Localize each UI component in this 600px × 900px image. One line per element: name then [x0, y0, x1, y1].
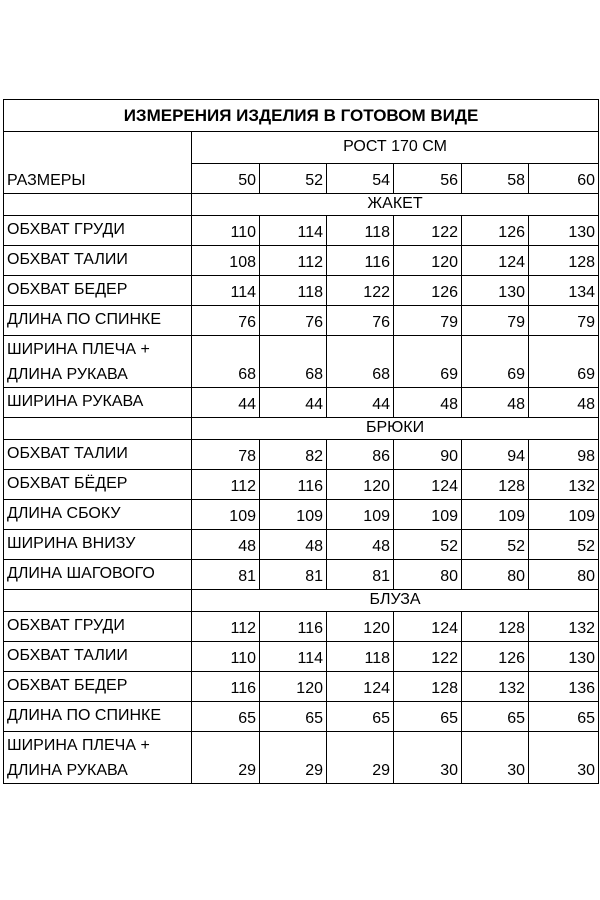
- height-row: [4, 132, 599, 164]
- measurement-value: 116: [260, 470, 327, 500]
- measurement-row: [4, 276, 599, 306]
- measurement-row: [4, 500, 599, 530]
- measurement-label: ОБХВАТ ТАЛИИ: [4, 246, 192, 276]
- measurement-row: [4, 470, 599, 500]
- measurement-value: 82: [260, 440, 327, 470]
- measurement-row: [4, 306, 599, 336]
- measurement-value: 48: [260, 530, 327, 560]
- measurement-label: ДЛИНА СБОКУ: [4, 500, 192, 530]
- measurement-value: 44: [327, 388, 394, 418]
- measurement-value: 86: [327, 440, 394, 470]
- measurement-row: [4, 388, 599, 418]
- section-header-row: [4, 418, 599, 440]
- measurement-label: ДЛИНА ШАГОВОГО: [4, 560, 192, 590]
- measurement-value: 76: [192, 306, 260, 336]
- measurement-row: [4, 440, 599, 470]
- measurement-value: 81: [192, 560, 260, 590]
- measurement-value: 79: [529, 306, 599, 336]
- section-header-blank: [4, 418, 192, 440]
- measurement-value: 68: [192, 336, 260, 388]
- measurement-row: [4, 560, 599, 590]
- measurement-row: [4, 612, 599, 642]
- measurement-value: 118: [327, 216, 394, 246]
- section-header-blank: [4, 590, 192, 612]
- measurement-value: 130: [462, 276, 529, 306]
- size-chart-table: [3, 99, 599, 784]
- measurement-label: [4, 336, 192, 388]
- measurement-value: 29: [192, 732, 260, 784]
- size-header-cell: 50: [192, 164, 260, 194]
- measurement-value: 65: [327, 702, 394, 732]
- measurement-row: [4, 732, 599, 784]
- measurement-value: 130: [529, 216, 599, 246]
- measurement-row: [4, 672, 599, 702]
- section-header-row: [4, 590, 599, 612]
- measurement-value: 29: [260, 732, 327, 784]
- measurement-label: ДЛИНА ПО СПИНКЕ: [4, 702, 192, 732]
- measurement-value: 124: [462, 246, 529, 276]
- measurement-value: 30: [462, 732, 529, 784]
- measurement-value: 69: [394, 336, 462, 388]
- measurement-value: 116: [192, 672, 260, 702]
- measurement-value: 112: [260, 246, 327, 276]
- measurement-value: 126: [394, 276, 462, 306]
- measurement-value: 69: [462, 336, 529, 388]
- measurement-label: ОБХВАТ ГРУДИ: [4, 612, 192, 642]
- measurement-row: [4, 336, 599, 388]
- measurement-row: [4, 216, 599, 246]
- measurement-value: 120: [327, 470, 394, 500]
- measurement-value: 48: [327, 530, 394, 560]
- measurement-value: 124: [394, 612, 462, 642]
- measurement-label-line: ШИРИНА ПЛЕЧА +: [7, 736, 150, 754]
- size-header-cell: 60: [529, 164, 599, 194]
- section-header-blank: [4, 194, 192, 216]
- size-header-cell: 56: [394, 164, 462, 194]
- measurement-value: 122: [394, 642, 462, 672]
- measurement-value: 48: [192, 530, 260, 560]
- measurement-value: 130: [529, 642, 599, 672]
- measurement-value: 109: [260, 500, 327, 530]
- measurement-value: 110: [192, 642, 260, 672]
- measurement-value: 79: [462, 306, 529, 336]
- measurement-label: ОБХВАТ ТАЛИИ: [4, 440, 192, 470]
- measurement-label: ОБХВАТ БЕДЕР: [4, 672, 192, 702]
- measurement-value: 76: [260, 306, 327, 336]
- measurement-value: 109: [327, 500, 394, 530]
- measurement-value: 114: [260, 642, 327, 672]
- measurement-value: 65: [192, 702, 260, 732]
- measurement-label: ОБХВАТ БЁДЕР: [4, 470, 192, 500]
- measurement-value: 52: [462, 530, 529, 560]
- height-label: РОСТ 170 СМ: [192, 132, 599, 164]
- measurement-value: 48: [529, 388, 599, 418]
- measurement-value: 109: [529, 500, 599, 530]
- measurement-value: 98: [529, 440, 599, 470]
- measurement-value: 81: [327, 560, 394, 590]
- measurement-label: ОБХВАТ БЕДЕР: [4, 276, 192, 306]
- section-name: БРЮКИ: [192, 418, 599, 440]
- measurement-value: 94: [462, 440, 529, 470]
- measurement-value: 120: [260, 672, 327, 702]
- measurement-value: 126: [462, 216, 529, 246]
- measurement-value: 44: [192, 388, 260, 418]
- measurement-value: 90: [394, 440, 462, 470]
- measurement-label: ШИРИНА ВНИЗУ: [4, 530, 192, 560]
- measurement-label-line: ШИРИНА ПЛЕЧА +: [7, 340, 150, 358]
- measurement-value: 68: [327, 336, 394, 388]
- measurement-value: 48: [394, 388, 462, 418]
- measurement-value: 79: [394, 306, 462, 336]
- measurement-value: 120: [327, 612, 394, 642]
- section-name: БЛУЗА: [192, 590, 599, 612]
- measurement-value: 112: [192, 612, 260, 642]
- measurement-value: 128: [462, 612, 529, 642]
- measurement-value: 128: [462, 470, 529, 500]
- measurement-value: 124: [327, 672, 394, 702]
- section-name: ЖАКЕТ: [192, 194, 599, 216]
- measurement-value: 112: [192, 470, 260, 500]
- measurement-value: 132: [529, 470, 599, 500]
- measurement-value: 108: [192, 246, 260, 276]
- measurement-value: 109: [462, 500, 529, 530]
- sizes-label: РАЗМЕРЫ: [4, 132, 192, 194]
- measurement-value: 76: [327, 306, 394, 336]
- measurement-row: [4, 530, 599, 560]
- measurement-value: 44: [260, 388, 327, 418]
- size-header-cell: 58: [462, 164, 529, 194]
- measurement-value: 128: [529, 246, 599, 276]
- measurement-value: 30: [394, 732, 462, 784]
- measurement-value: 65: [260, 702, 327, 732]
- measurement-value: 78: [192, 440, 260, 470]
- measurement-value: 81: [260, 560, 327, 590]
- measurement-value: 124: [394, 470, 462, 500]
- measurement-value: 30: [529, 732, 599, 784]
- measurement-value: 122: [394, 216, 462, 246]
- measurement-value: 126: [462, 642, 529, 672]
- measurement-value: 80: [529, 560, 599, 590]
- size-header-cell: 54: [327, 164, 394, 194]
- measurement-value: 114: [192, 276, 260, 306]
- measurement-value: 80: [394, 560, 462, 590]
- measurement-value: 48: [462, 388, 529, 418]
- measurement-value: 29: [327, 732, 394, 784]
- measurement-value: 109: [192, 500, 260, 530]
- measurement-value: 118: [260, 276, 327, 306]
- measurement-value: 132: [462, 672, 529, 702]
- measurement-value: 69: [529, 336, 599, 388]
- measurement-value: 65: [394, 702, 462, 732]
- table-title: ИЗМЕРЕНИЯ ИЗДЕЛИЯ В ГОТОВОМ ВИДЕ: [4, 100, 599, 132]
- measurement-value: 114: [260, 216, 327, 246]
- measurement-value: 80: [462, 560, 529, 590]
- title-row: [4, 100, 599, 132]
- size-header-cell: 52: [260, 164, 327, 194]
- measurement-label: ОБХВАТ ГРУДИ: [4, 216, 192, 246]
- measurement-label: ОБХВАТ ТАЛИИ: [4, 642, 192, 672]
- measurement-value: 136: [529, 672, 599, 702]
- measurement-value: 116: [327, 246, 394, 276]
- measurement-value: 134: [529, 276, 599, 306]
- measurement-value: 65: [462, 702, 529, 732]
- measurement-label-line: ДЛИНА РУКАВА: [7, 365, 128, 383]
- measurement-value: 52: [529, 530, 599, 560]
- measurement-value: 109: [394, 500, 462, 530]
- measurement-row: [4, 702, 599, 732]
- measurement-value: 68: [260, 336, 327, 388]
- measurement-value: 65: [529, 702, 599, 732]
- measurement-value: 116: [260, 612, 327, 642]
- measurement-value: 118: [327, 642, 394, 672]
- measurement-value: 128: [394, 672, 462, 702]
- measurement-value: 52: [394, 530, 462, 560]
- measurement-label-line: ДЛИНА РУКАВА: [7, 761, 128, 779]
- measurement-value: 110: [192, 216, 260, 246]
- measurement-value: 122: [327, 276, 394, 306]
- measurement-label: ШИРИНА РУКАВА: [4, 388, 192, 418]
- measurement-value: 120: [394, 246, 462, 276]
- section-header-row: [4, 194, 599, 216]
- measurement-row: [4, 642, 599, 672]
- measurement-value: 132: [529, 612, 599, 642]
- measurement-label: [4, 732, 192, 784]
- measurement-row: [4, 246, 599, 276]
- measurement-label: ДЛИНА ПО СПИНКЕ: [4, 306, 192, 336]
